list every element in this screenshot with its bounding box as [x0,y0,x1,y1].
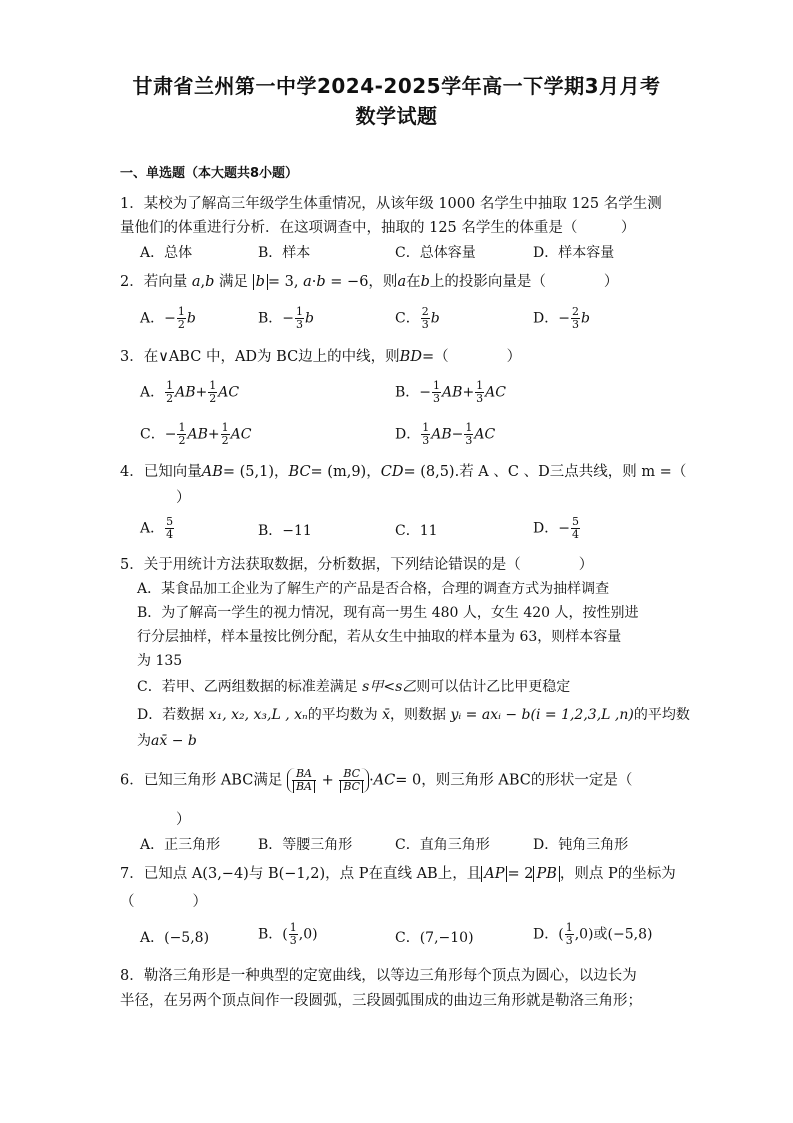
q4-text-2: = (5,1)， [222,464,289,480]
den: 3 [421,318,429,331]
frac: $\frac{1}{2}$ [166,379,174,405]
q2-option-b [258,306,314,331]
num: 2 [571,305,579,318]
q3-option-c [140,422,251,447]
vec-ab: AB [431,426,452,443]
vec-b-2: b [316,274,326,290]
minus: − [451,426,464,443]
plus: + [195,384,208,401]
plus: + [207,426,220,443]
label: B．( [258,926,288,943]
q7-close: （ ） [120,894,207,910]
q3-stem [120,345,680,366]
q2-text-1: 2．若向量 [120,274,188,290]
q4-text-1: 4．已知向量 [120,464,202,480]
text: 的平均数为 [307,707,378,723]
abs-ap: AP [481,866,507,882]
num: 5 [166,515,174,528]
text: ,0) [298,926,318,943]
q3-option-a [140,380,239,405]
label: A． [140,520,165,537]
q1-option-d: D．样本容量 [533,245,615,261]
q7-option-b [258,922,318,947]
vec-b: b [580,310,590,327]
frac: $\frac{1}{3}$ [465,421,473,447]
vec-ac: AC [474,426,496,443]
text: 的平均数 [633,707,690,723]
den: 3 [565,934,573,947]
result: ax̄ − b [151,733,197,749]
frac: $\frac{1}{3}$ [476,379,484,405]
q3-text-2: =（ ） [421,349,522,365]
vec-a-2: a [303,274,312,290]
page-subtitle: 数学试题 [355,104,438,128]
q3-option-b [395,380,506,405]
q2-stem: 2．若向量 a,b 满足 b = 3, a·b = −6，则a在b上的投影向量是（ ） [120,274,619,290]
vec-ab: AB [175,384,196,401]
vec-cd: CD [380,464,404,480]
frac: $\frac{1}{3}$ [422,421,430,447]
label: D． [533,926,559,943]
q6-option-b: B．等腰三角形 [258,837,353,853]
q5-option-d-2 [137,730,197,750]
label: D． [395,426,421,443]
q2-a-label: A．− [140,310,176,327]
num: 1 [289,921,297,934]
q2-text-3: = 3, [267,274,299,290]
q7-text-2: = 2 [507,866,534,882]
label: C．− [140,426,177,443]
q4-option-b: B．−11 [258,523,312,539]
q4-option-c: C．11 [395,523,438,539]
vec-b: b [186,310,196,327]
label: C．若甲、乙两组数据的标准差满足 [137,679,358,695]
data-y: yᵢ = axᵢ − b(i = 1,2,3,L ,n) [450,707,634,723]
abs-ba: BA [293,781,315,793]
frac [165,516,174,541]
num: BC [339,768,364,781]
q1-option-c: C．总体容量 [395,245,476,261]
vec-ac: AC [230,426,252,443]
frac-ba [292,768,316,793]
q2-d-label: D．− [533,310,570,327]
q1-line1: 1．某校为了解高三年级学生体重情况，从该年级 1000 名学生中抽取 125 名学生测 [120,196,662,212]
vec-ab: AB [201,464,223,480]
den: 4 [166,528,174,541]
q6-text-1: 6．已知三角形 ABC满足 [120,772,283,789]
den: 3 [289,934,297,947]
q3-option-d [395,422,495,447]
frac: $\frac{1}{2}$ [221,421,229,447]
vec-ac: AC [373,772,396,789]
frac [289,922,298,947]
q5-option-d [137,704,690,724]
text: 则可以估计乙比甲更稳定 [416,679,571,695]
num: 1 [565,921,573,934]
q6-text-2: = 0，则三角形 ABC的形状一定是（ [395,772,633,789]
plus: + [462,384,475,401]
den: 4 [571,528,579,541]
vec-bc: BC [288,464,311,480]
vec-ab: AB [187,426,208,443]
num: 2 [421,305,429,318]
vec-bd: BD [399,349,422,365]
q4-option-a [140,516,175,541]
q6-option-d: D．钝角三角形 [533,837,629,853]
text: 或(−5,8) [593,926,653,943]
num: BA [292,768,316,781]
text: 为 [137,733,151,749]
s-jia: s甲 [362,679,384,695]
q7-stem [120,862,680,883]
label: D．若数据 [137,707,205,723]
q4-text-4: = (8,5).若 A 、C 、D三点共线，则 m =（ [403,464,687,480]
q5-option-b-2: 行分层抽样，样本量按比例分配，若从女生中抽取的样本量为 63，则样本容量 [137,629,622,645]
num: 1 [177,305,185,318]
q1-option-a: A．总体 [140,245,193,261]
data-x: x₁, x₂, x₃,L , xₙ [208,707,308,723]
section-heading: 一、单选题（本大题共8小题） [120,166,299,181]
abs-bc: BC [340,781,363,793]
q1-line2: 量他们的体重进行分析．在这项调查中，抽取的 125 名学生的体重是（ ） [120,220,636,236]
q1-option-b: B．样本 [258,245,311,261]
q2-option-a [140,306,196,331]
frac [571,516,580,541]
vec-b-3: b [420,274,430,290]
vec-ac: AC [485,384,506,401]
q7-text-1: 7．已知点 A(3,−4)与 B(−1,2)，点 P在直线 AB上，且 [120,866,482,882]
text: ，则数据 [390,707,447,723]
q5-stem: 5．关于用统计方法获取数据，分析数据，下列结论错误的是（ ） [120,557,594,573]
vec-b: b [430,310,440,327]
vec-ac: AC [218,384,240,401]
q6-stem [120,768,680,793]
q2-text-6: 上的投影向量是（ ） [429,274,619,290]
q2-c-label: C． [395,310,420,327]
frac [565,922,574,947]
frac: $\frac{1}{2}$ [209,379,217,405]
plus: + [321,772,334,789]
num: 1 [296,305,304,318]
q5-option-a: A．某食品加工企业为了解生产的产品是否合格，合理的调查方式为抽样调查 [137,581,610,597]
dot: · [311,274,317,290]
q4-close: ） [176,490,191,506]
q6-option-a: A．正三角形 [140,837,221,853]
vec-a-3: a [397,274,407,290]
xbar: x̄ [382,707,391,723]
den: 2 [177,318,185,331]
abs-b: b [253,274,268,290]
q7-option-a: A．(−5,8) [140,930,210,946]
den: 3 [571,318,579,331]
page-title: 甘肃省兰州第一中学2024-2025学年高一下学期3月月考 [132,74,661,98]
q2-c-frac [421,306,430,331]
q2-text-2: 满足 [219,274,249,290]
label: D．− [533,520,570,537]
q5-option-b-1: B．为了解高一学生的视力情况，现有高一男生 480 人，女生 420 人，按性别进 [137,605,639,621]
q7-text-3: ，则点 P的坐标为 [559,866,676,882]
q2-option-d [533,306,590,331]
q6-close: ） [176,812,191,828]
frac-bc [339,768,364,793]
abs-pb: PB [533,866,559,882]
q5-option-b-3: 为 135 [137,653,183,669]
q8-line1: 8．勒洛三角形是一种典型的定宽曲线，以等边三角形每个顶点为圆心，以边长为 [120,968,637,984]
frac: $\frac{1}{2}$ [178,421,186,447]
q2-a-frac [177,306,186,331]
s-yi: <s乙 [383,679,417,695]
q2-option-c [395,306,440,331]
vec-b: b [305,310,314,327]
q2-d-frac [571,306,580,331]
q2-text-5: 在 [406,274,421,290]
den: 3 [296,318,304,331]
q8-line2: 半径，在另两个顶点间作一段圆弧，三段圆弧围成的曲边三角形就是勒洛三角形； [120,993,642,1009]
q7-option-d: D．( $\frac{1}{3}$ ,0)或(−5,8) [533,921,653,947]
q4-stem [120,460,687,481]
q2-text-4: = −6，则 [330,274,398,290]
den [292,781,316,793]
label: B．− [395,384,432,401]
q4-option-d [533,516,581,541]
q2-b-frac [295,306,304,331]
vec-a: a [191,274,201,290]
vec-b: b [205,274,215,290]
dot: · [369,772,374,789]
q2-b-label: B．− [258,310,295,327]
q5-option-c [137,676,570,696]
q3-text-1: 3．在∨ABC 中，AD为 BC边上的中线，则 [120,349,400,365]
num: 5 [571,515,579,528]
frac: $\frac{1}{3}$ [433,379,441,405]
q6-option-c: C．直角三角形 [395,837,490,853]
label: A． [140,384,165,401]
q6-bracket [287,768,369,793]
vec-ab: AB [442,384,463,401]
q4-text-3: = (m,9)， [310,464,381,480]
den [339,781,364,793]
q7-option-c: C．(7,−10) [395,930,474,946]
